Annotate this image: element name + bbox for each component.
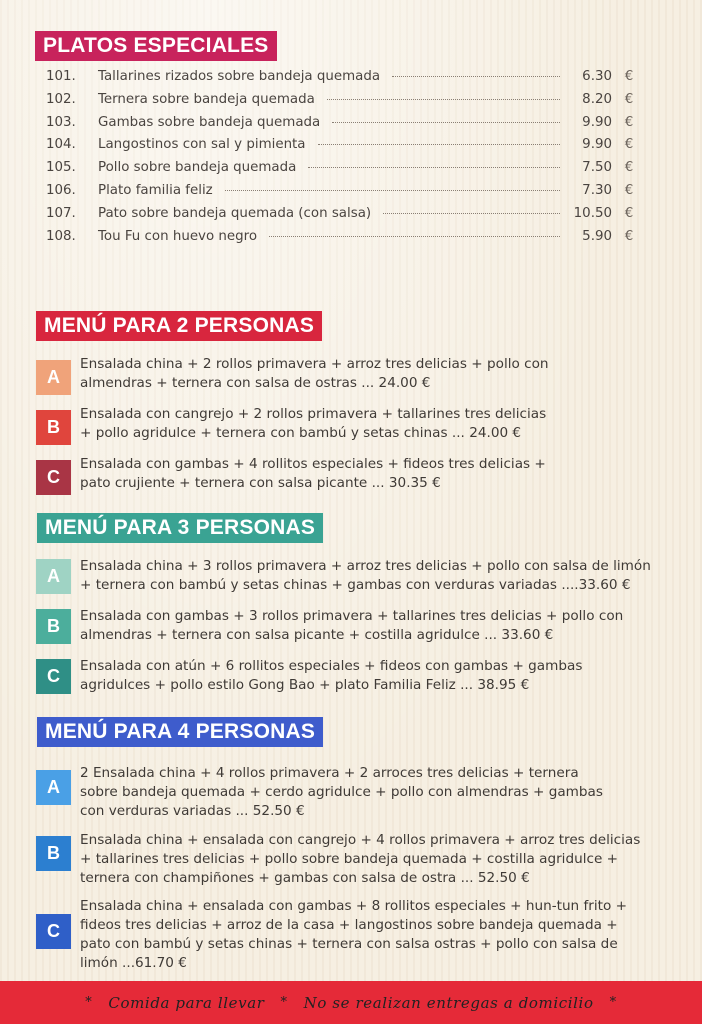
dish-name: Tallarines rizados sobre bandeja quemada (98, 69, 381, 84)
dish-row (46, 183, 646, 206)
dotted-leader (269, 236, 560, 237)
especiales-title: PLATOS ESPECIALES (35, 31, 277, 61)
dish-row (46, 160, 646, 183)
dish-price: 7.50 (582, 160, 612, 176)
dish-name: Tou Fu con huevo negro (98, 228, 258, 244)
menu-option-text: Ensalada china + 3 rollos primavera + arroz tres delicias + pollo con salsa de limón + ternera con bambú y setas chinas + gambas con verduras variadas ....33.60 € (80, 558, 651, 593)
footer-no-delivery-text: No se realizan entregas a domicilio (303, 993, 594, 1012)
dish-row (46, 92, 646, 115)
dish-number: 106. (46, 182, 76, 198)
dotted-leader (225, 190, 560, 191)
dish-name: Langostinos con sal y pimienta (98, 137, 306, 153)
dish-name: Pato sobre bandeja quemada (con salsa) (98, 205, 372, 221)
menu-option-text: Ensalada con gambas + 4 rollitos especiales + fideos tres delicias + pato crujiente + ternera con salsa picante ... 30.35 € (80, 456, 546, 491)
dish-number: 104. (46, 137, 76, 153)
letter-badge: B (36, 410, 71, 445)
letter-badge: A (36, 559, 71, 594)
dish-price: 6.30 (582, 69, 612, 84)
currency-symbol: € (624, 160, 634, 176)
dish-number: 103. (46, 114, 76, 130)
letter-badge: C (36, 460, 71, 495)
dish-number: 108. (46, 228, 76, 244)
dish-price: 7.30 (582, 182, 612, 198)
currency-symbol: € (624, 137, 634, 153)
currency-symbol: € (624, 69, 634, 84)
dotted-leader (308, 167, 560, 168)
menu-option-text: Ensalada con atún + 6 rollitos especiales + fideos con gambas + gambas agridulces + pollo estilo Gong Bao + plato Familia Feliz ... 38.95 € (80, 658, 583, 693)
letter-badge: C (36, 914, 71, 949)
menu-option-text: Ensalada china + ensalada con cangrejo + 4 rollos primavera + arroz tres delicias + tallarines tres delicias + pollo sobre bandeja quemada + costilla agridulce + ternera con champiñones + gambas con salsa de ostra ... 52.50 € (80, 832, 641, 886)
letter-badge: B (36, 609, 71, 644)
menu-option-text: 2 Ensalada china + 4 rollos primavera + 2 arroces tres delicias + ternera sobre bandeja quemada + cerdo agridulce + pollo con almendras + gambas con verduras variadas ... 52.50 € (80, 765, 603, 819)
dish-price: 5.90 (582, 228, 612, 244)
dish-number: 102. (46, 91, 76, 107)
dish-row (46, 206, 646, 229)
letter-badge: C (36, 659, 71, 694)
dish-name: Pollo sobre bandeja quemada (98, 160, 297, 176)
dish-row (46, 229, 646, 252)
menu-option-text: Ensalada china + ensalada con gambas + 8 rollitos especiales + hun-tun frito + fideos tres delicias + arroz de la casa + langostinos sobre bandeja quemada + pato con bambú y setas chinas + ternera con salsa ostras + pollo con salsa de limón ...61.70 € (80, 898, 628, 971)
currency-symbol: € (624, 205, 634, 221)
menu3-title: MENÚ PARA 3 PERSONAS (37, 513, 323, 543)
star-icon: * (609, 995, 617, 1010)
dotted-leader (332, 122, 560, 123)
menu-option-text: Ensalada china + 2 rollos primavera + arroz tres delicias + pollo con almendras + ternera con salsa de ostras ... 24.00 € (80, 356, 549, 391)
menu-option-text: Ensalada con cangrejo + 2 rollos primavera + tallarines tres delicias + pollo agridulce + ternera con bambú y setas chinas ... 24.00 € (80, 406, 547, 441)
menu-option-text: Ensalada con gambas + 3 rollos primavera + tallarines tres delicias + pollo con almendras + ternera con salsa picante + costilla agridulce ... 33.60 € (80, 608, 624, 643)
dish-price: 8.20 (582, 91, 612, 107)
currency-symbol: € (624, 114, 634, 130)
letter-badge: A (36, 770, 71, 805)
dish-row (46, 115, 646, 138)
dish-name: Ternera sobre bandeja quemada (98, 91, 315, 107)
dish-price: 10.50 (573, 205, 612, 221)
dish-row (46, 69, 646, 92)
currency-symbol: € (624, 182, 634, 198)
menu2-title: MENÚ PARA 2 PERSONAS (36, 311, 322, 341)
dish-number: 107. (46, 205, 76, 221)
dish-price: 9.90 (582, 114, 612, 130)
currency-symbol: € (624, 91, 634, 107)
letter-badge: A (36, 360, 71, 395)
dish-price: 9.90 (582, 137, 612, 153)
menu4-title: MENÚ PARA 4 PERSONAS (37, 717, 323, 747)
footer-takeaway-text: Comida para llevar (108, 993, 265, 1012)
currency-symbol: € (624, 228, 634, 244)
star-icon: * (85, 995, 93, 1010)
dish-name: Gambas sobre bandeja quemada (98, 114, 321, 130)
dotted-leader (318, 144, 560, 145)
star-icon: * (280, 995, 288, 1010)
especiales-list (46, 69, 646, 251)
dish-number: 105. (46, 160, 76, 176)
dotted-leader (392, 76, 560, 77)
dotted-leader (383, 213, 560, 214)
dish-row (46, 137, 646, 160)
footer-banner (0, 981, 702, 1024)
dotted-leader (327, 99, 560, 100)
letter-badge: B (36, 836, 71, 871)
dish-name: Plato familia feliz (98, 182, 213, 198)
dish-number: 101. (46, 69, 76, 84)
